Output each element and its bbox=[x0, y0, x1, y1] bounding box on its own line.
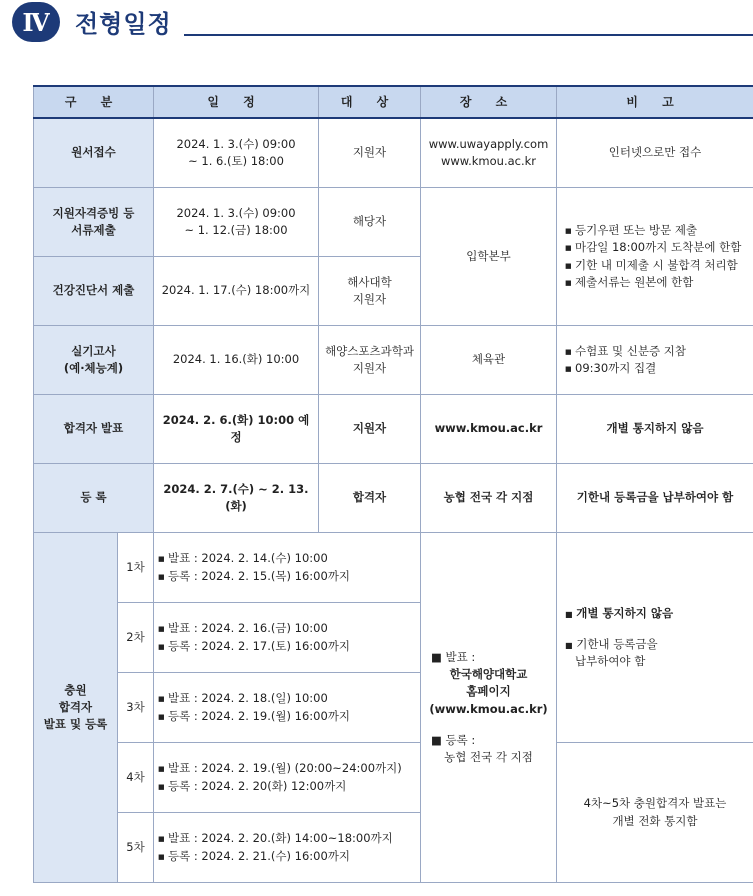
list-item: ■ 등록 : 2024. 2. 17.(토) 16:00까지 bbox=[158, 638, 416, 655]
target-line: 지원자 bbox=[352, 292, 387, 306]
list-item: ■ 발표 : 2024. 2. 16.(금) 10:00 bbox=[158, 620, 416, 637]
schedule-cell: 2024. 1. 17.(수) 18:00까지 bbox=[154, 257, 319, 326]
list-item: ■ 발표 : 2024. 2. 14.(수) 10:00 bbox=[158, 550, 416, 567]
note-cell bbox=[557, 188, 753, 326]
schedule-cell: 2024. 2. 6.(화) 10:00 예정 bbox=[154, 395, 319, 464]
list-item: ■ 발표 : 2024. 2. 18.(일) 10:00 bbox=[158, 690, 416, 707]
schedule-line: ~ 1. 12.(금) 18:00 bbox=[184, 223, 288, 237]
place-register-label-text: 등록 : bbox=[445, 732, 476, 747]
target-cell: 합격자 bbox=[319, 464, 421, 533]
table-row bbox=[34, 395, 753, 464]
category-line: 서류제출 bbox=[71, 223, 116, 237]
place-register-label: ■ 등록 : bbox=[431, 732, 476, 747]
list-item: ■ 수험표 및 신분증 지참 bbox=[565, 343, 749, 360]
round-schedule bbox=[154, 813, 421, 883]
note-cell bbox=[557, 326, 753, 395]
schedule-cell: 2024. 1. 16.(화) 10:00 bbox=[154, 326, 319, 395]
category-line: 합격자 bbox=[58, 699, 93, 714]
target-cell: 지원자 bbox=[319, 395, 421, 464]
place-cell bbox=[421, 533, 557, 883]
note-list bbox=[565, 343, 749, 378]
note-text: 개별 통지하지 않음 bbox=[576, 605, 674, 620]
place-cell: 입학본부 bbox=[421, 188, 557, 326]
admission-schedule-table bbox=[33, 85, 753, 883]
category-line: 지원자격증빙 등 bbox=[52, 205, 135, 220]
header-target: 대 상 bbox=[319, 86, 421, 118]
place-cell: www.kmou.ac.kr bbox=[421, 395, 557, 464]
list-item: ■ 제출서류는 원본에 한함 bbox=[565, 274, 749, 291]
place-line: www.uwayapply.com bbox=[428, 136, 549, 151]
note-cell: 인터넷으로만 접수 bbox=[557, 118, 753, 188]
target-line: 해양스포츠과학과 bbox=[325, 343, 414, 358]
target-cell: 해당자 bbox=[319, 188, 421, 257]
list-item: ■ 09:30까지 집결 bbox=[565, 360, 749, 377]
note-text: 개별 전화 통지함 bbox=[612, 813, 698, 828]
note-item: ■ 기한내 등록금을 bbox=[565, 636, 658, 651]
header-note: 비 고 bbox=[557, 86, 753, 118]
round-label: 3차 bbox=[118, 673, 154, 743]
schedule-cell: 2024. 2. 7.(수) ~ 2. 13.(화) bbox=[154, 464, 319, 533]
table-row bbox=[34, 118, 753, 188]
note-text: 기한내 등록금을 bbox=[576, 636, 658, 651]
category-line: (예·체능계) bbox=[63, 361, 124, 375]
table-row bbox=[34, 533, 753, 603]
place-line: www.kmou.ac.kr bbox=[440, 154, 537, 168]
target-cell bbox=[319, 257, 421, 326]
place-cell bbox=[421, 118, 557, 188]
round-list bbox=[158, 690, 416, 725]
section-title: 전형일정 bbox=[75, 10, 172, 38]
schedule-cell bbox=[154, 118, 319, 188]
row-category: 등 록 bbox=[34, 464, 154, 533]
header-place: 장 소 bbox=[421, 86, 557, 118]
round-list bbox=[158, 550, 416, 585]
list-item: ■ 마감일 18:00까지 도착분에 한함 bbox=[565, 239, 749, 256]
round-schedule bbox=[154, 603, 421, 673]
note-text: 납부하여야 함 bbox=[575, 654, 646, 669]
schedule-line: 2024. 1. 3.(수) 09:00 bbox=[176, 136, 296, 151]
round-list bbox=[158, 620, 416, 655]
schedule-cell bbox=[154, 188, 319, 257]
target-cell bbox=[319, 326, 421, 395]
list-item: ■ 발표 : 2024. 2. 20.(화) 14:00~18:00까지 bbox=[158, 830, 416, 847]
section-number-badge: Ⅳ bbox=[12, 2, 60, 42]
row-category: 원서접수 bbox=[34, 118, 154, 188]
list-item: ■ 등록 : 2024. 2. 20(화) 12:00까지 bbox=[158, 778, 416, 795]
list-item: ■ 등기우편 또는 방문 제출 bbox=[565, 222, 749, 239]
list-item: ■ 등록 : 2024. 2. 19.(월) 16:00까지 bbox=[158, 708, 416, 725]
note-cell bbox=[557, 743, 753, 883]
row-category bbox=[34, 188, 154, 257]
target-cell: 지원자 bbox=[319, 118, 421, 188]
target-line: 해사대학 bbox=[347, 274, 392, 289]
category-line: 실기고사 bbox=[71, 343, 116, 358]
place-line: 농협 전국 각 지점 bbox=[444, 750, 533, 764]
note-cell bbox=[557, 533, 753, 743]
place-line: 한국해양대학교 bbox=[449, 667, 528, 681]
note-cell: 개별 통지하지 않음 bbox=[557, 395, 753, 464]
table-row bbox=[34, 326, 753, 395]
round-schedule bbox=[154, 533, 421, 603]
round-list bbox=[158, 830, 416, 865]
schedule-line: 2024. 1. 3.(수) 09:00 bbox=[176, 205, 296, 220]
list-item: ■ 발표 : 2024. 2. 19.(월) (20:00~24:00까지) bbox=[158, 760, 416, 777]
place-cell: 농협 전국 각 지점 bbox=[421, 464, 557, 533]
title-underline bbox=[184, 34, 753, 36]
round-label: 4차 bbox=[118, 743, 154, 813]
category-line: 발표 및 등록 bbox=[43, 717, 108, 732]
place-cell: 체육관 bbox=[421, 326, 557, 395]
row-category bbox=[34, 533, 118, 883]
table-row bbox=[34, 188, 753, 257]
note-list bbox=[565, 222, 749, 291]
row-category bbox=[34, 326, 154, 395]
schedule-line: ~ 1. 6.(토) 18:00 bbox=[188, 154, 284, 168]
round-label: 2차 bbox=[118, 603, 154, 673]
table-header-row bbox=[34, 86, 753, 118]
round-schedule bbox=[154, 743, 421, 813]
section-header bbox=[12, 2, 753, 42]
place-line: 홈페이지 bbox=[466, 684, 511, 699]
row-category: 건강진단서 제출 bbox=[34, 257, 154, 326]
note-item: ■ 개별 통지하지 않음 bbox=[565, 605, 674, 620]
round-label: 1차 bbox=[118, 533, 154, 603]
table-row bbox=[34, 464, 753, 533]
table-row bbox=[34, 743, 753, 813]
list-item: ■ 기한 내 미제출 시 불합격 처리함 bbox=[565, 257, 749, 274]
category-line: 충원 bbox=[64, 682, 87, 697]
note-cell: 기한내 등록금을 납부하여야 함 bbox=[557, 464, 753, 533]
header-category: 구 분 bbox=[34, 86, 154, 118]
list-item: ■ 등록 : 2024. 2. 21.(수) 16:00까지 bbox=[158, 848, 416, 865]
round-list bbox=[158, 760, 416, 795]
round-schedule bbox=[154, 673, 421, 743]
row-category: 합격자 발표 bbox=[34, 395, 154, 464]
place-announce-label-text: 발표 : bbox=[445, 649, 476, 664]
round-label: 5차 bbox=[118, 813, 154, 883]
place-line: (www.kmou.ac.kr) bbox=[429, 701, 548, 716]
note-text: 4차~5차 충원합격자 발표는 bbox=[583, 796, 727, 811]
target-line: 지원자 bbox=[352, 361, 387, 375]
header-schedule: 일 정 bbox=[154, 86, 319, 118]
place-announce-label: ■ 발표 : bbox=[431, 649, 476, 664]
list-item: ■ 등록 : 2024. 2. 15.(목) 16:00까지 bbox=[158, 568, 416, 585]
